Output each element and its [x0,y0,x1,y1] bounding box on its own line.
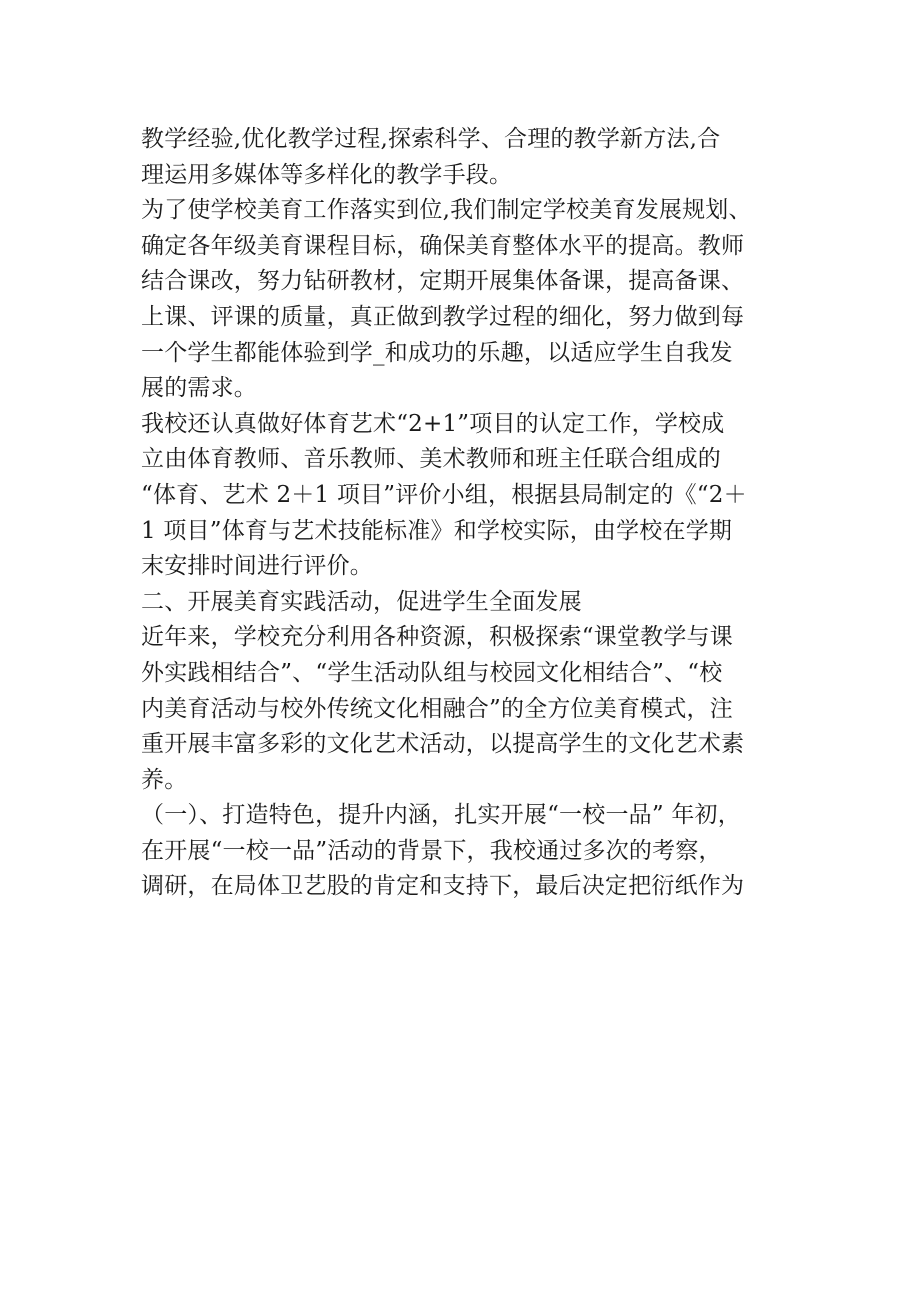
text-line: 内美育活动与校外传统文化相融合”的全方位美育模式，注 [141,695,733,722]
text-line: 理运用多媒体等多样化的教学手段。 [141,161,513,188]
text-line: 结合课改，努力钻研教材，定期开展集体备课，提高备课、 [141,268,745,295]
text-line: 确定各年级美育课程目标，确保美育整体水平的提高。教师 [141,232,745,259]
text-line: 一个学生都能体验到学_和成功的乐趣，以适应学生自我发 [141,339,733,366]
text-line: 教学经验,优化教学过程,探索科学、合理的教学新方法,合 [141,126,721,152]
text-line: 外实践相结合”、“学生活动队组与校园文化相结合”、“校 [141,659,723,686]
section-heading: 二、开展美育实践活动，促进学生全面发展 [141,588,582,615]
document-body [141,122,791,905]
text-line: （一）、打造特色，提升内涵，扎实开展“一校一品” 年初， [141,802,741,829]
text-line: 上课、评课的质量，真正做到教学过程的细化，努力做到每 [141,303,745,330]
text-line: 立由体育教师、音乐教师、美术教师和班主任联合组成的 [141,446,721,473]
text-line: 重开展丰富多彩的文化艺术活动，以提高学生的文化艺术素 [141,731,745,758]
text-line: 调研，在局体卫艺股的肯定和支持下，最后决定把衍纸作为 [141,873,745,900]
text-line: 展的需求。 [141,375,257,402]
text-line: 1 项目”体育与艺术技能标准》和学校实际，由学校在学期 [141,517,733,544]
text-line: 为了使学校美育工作落实到位,我们制定学校美育发展规划、 [141,197,752,224]
text-line: 在开展“一校一品”活动的背景下，我校通过多次的考察， [141,837,722,864]
text-line: 末安排时间进行评价。 [141,553,373,580]
text-line: “体育、艺术 2＋1 项目”评价小组，根据县局制定的《“2＋ [141,481,747,508]
text-line: 我校还认真做好体育艺术“2+1”项目的认定工作，学校成 [141,410,725,437]
text-line: 近年来，学校充分利用各种资源，积极探索“课堂教学与课 [141,624,733,651]
text-line: 养。 [141,766,188,793]
